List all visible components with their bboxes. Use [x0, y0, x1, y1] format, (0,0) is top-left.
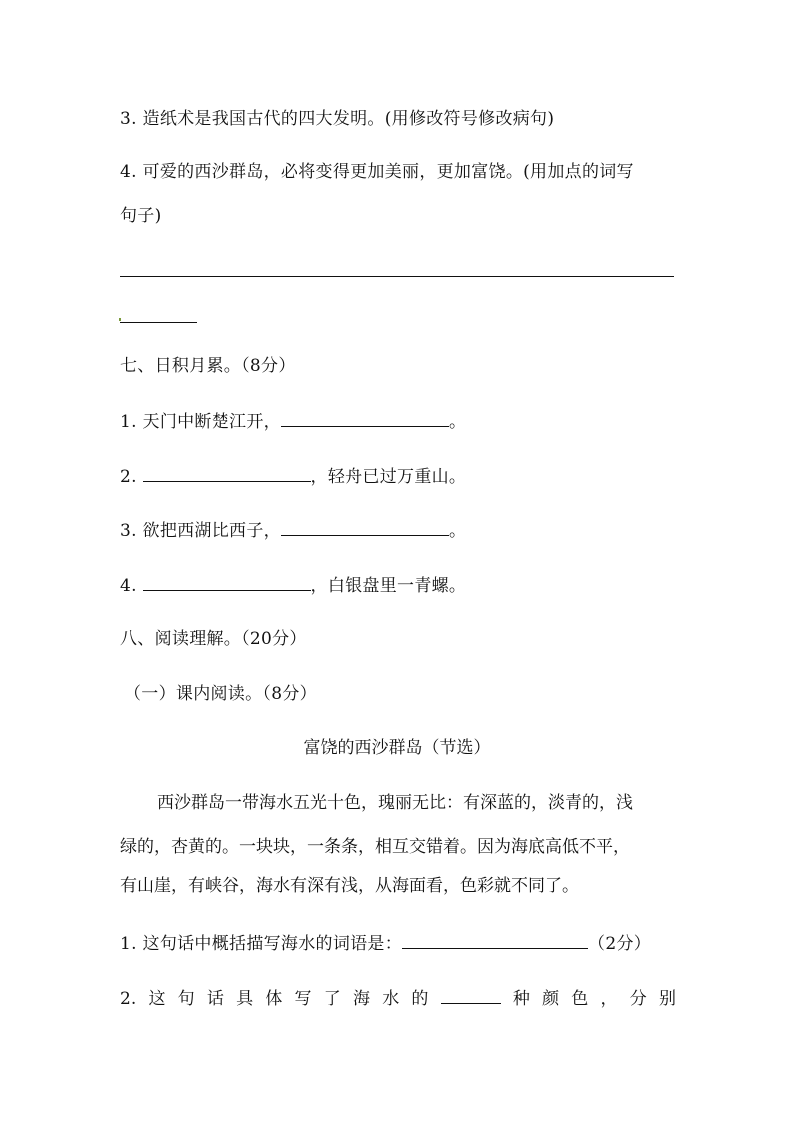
- question-3: 3. 造纸术是我国古代的四大发明。(用修改符号修改病句): [120, 109, 555, 129]
- reading-question-2: [120, 987, 676, 1010]
- q2-char: 具: [236, 989, 254, 1009]
- q2-char: 2.: [120, 989, 137, 1009]
- q2-char: 色: [571, 989, 589, 1009]
- q2-char: 句: [177, 989, 195, 1009]
- passage-line-1: 西沙群岛一带海水五光十色，瑰丽无比：有深蓝的，淡青的，浅: [157, 793, 633, 813]
- poem-item-4-prefix: 4.: [120, 576, 143, 596]
- poem-item-2-prefix: 2.: [120, 467, 143, 487]
- q2-char: 话: [206, 989, 224, 1009]
- q2-char: 体: [265, 989, 283, 1009]
- q2-char: 种: [512, 989, 530, 1009]
- section-8-heading: 八、阅读理解。（20分）: [120, 629, 307, 649]
- q2-char-dotted: 了: [323, 989, 341, 1009]
- question-4-line-1: 4. 可爱的西沙群岛，必将变得更加美丽，更加富饶。(用加点的词写: [120, 162, 634, 182]
- q2-char: 别: [658, 989, 676, 1009]
- poem-blank-1[interactable]: [281, 410, 449, 427]
- poem-item-1-suffix: 。: [448, 412, 467, 432]
- reading-blank-1[interactable]: [402, 932, 588, 949]
- poem-item-2: [120, 465, 466, 488]
- poem-item-1-prefix: 1. 天门中断楚江开，: [120, 412, 281, 432]
- poem-item-3: [120, 519, 466, 542]
- q2-char: 的: [411, 989, 429, 1009]
- poem-blank-4[interactable]: [143, 574, 311, 591]
- reading-blank-2[interactable]: [441, 987, 501, 1004]
- poem-item-4-suffix: ，白银盘里一青螺。: [310, 576, 467, 596]
- q2-char: ，: [600, 989, 618, 1009]
- passage-title: 富饶的西沙群岛（节选）: [303, 738, 491, 758]
- reading-question-1: [120, 932, 651, 955]
- poem-blank-2[interactable]: [143, 465, 311, 482]
- poem-item-3-prefix: 3. 欲把西湖比西子，: [120, 521, 281, 541]
- poem-blank-3[interactable]: [281, 519, 449, 536]
- passage-line-3: 有山崖，有峡谷，海水有深有浅，从海面看，色彩就不同了。: [120, 876, 579, 896]
- q2-char: 写: [294, 989, 312, 1009]
- section-8-subheading: （一）课内阅读。（8分）: [124, 684, 317, 704]
- section-7-heading: 七、日积月累。（8分）: [120, 356, 296, 376]
- reading-question-1-score: （2分）: [588, 934, 652, 954]
- question-4-line-2: 句子): [120, 206, 162, 226]
- q2-char: 水: [382, 989, 400, 1009]
- answer-line-full[interactable]: [120, 276, 674, 277]
- poem-item-1: [120, 410, 466, 433]
- passage-line-2: 绿的，杏黄的。一块块，一条条，相互交错着。因为海底高低不平，: [120, 837, 630, 857]
- poem-item-3-suffix: 。: [448, 521, 467, 541]
- q2-char: 这: [148, 989, 166, 1009]
- q2-char: 分: [629, 989, 647, 1009]
- answer-line-short[interactable]: [120, 322, 197, 323]
- stray-mark: [119, 318, 121, 321]
- q2-char: 颜: [542, 989, 560, 1009]
- poem-item-4: [120, 574, 466, 597]
- q2-char: 海: [352, 989, 370, 1009]
- poem-item-2-suffix: ，轻舟已过万重山。: [310, 467, 467, 487]
- reading-question-1-prefix: 1. 这句话中概括描写海水的词语是：: [120, 934, 403, 954]
